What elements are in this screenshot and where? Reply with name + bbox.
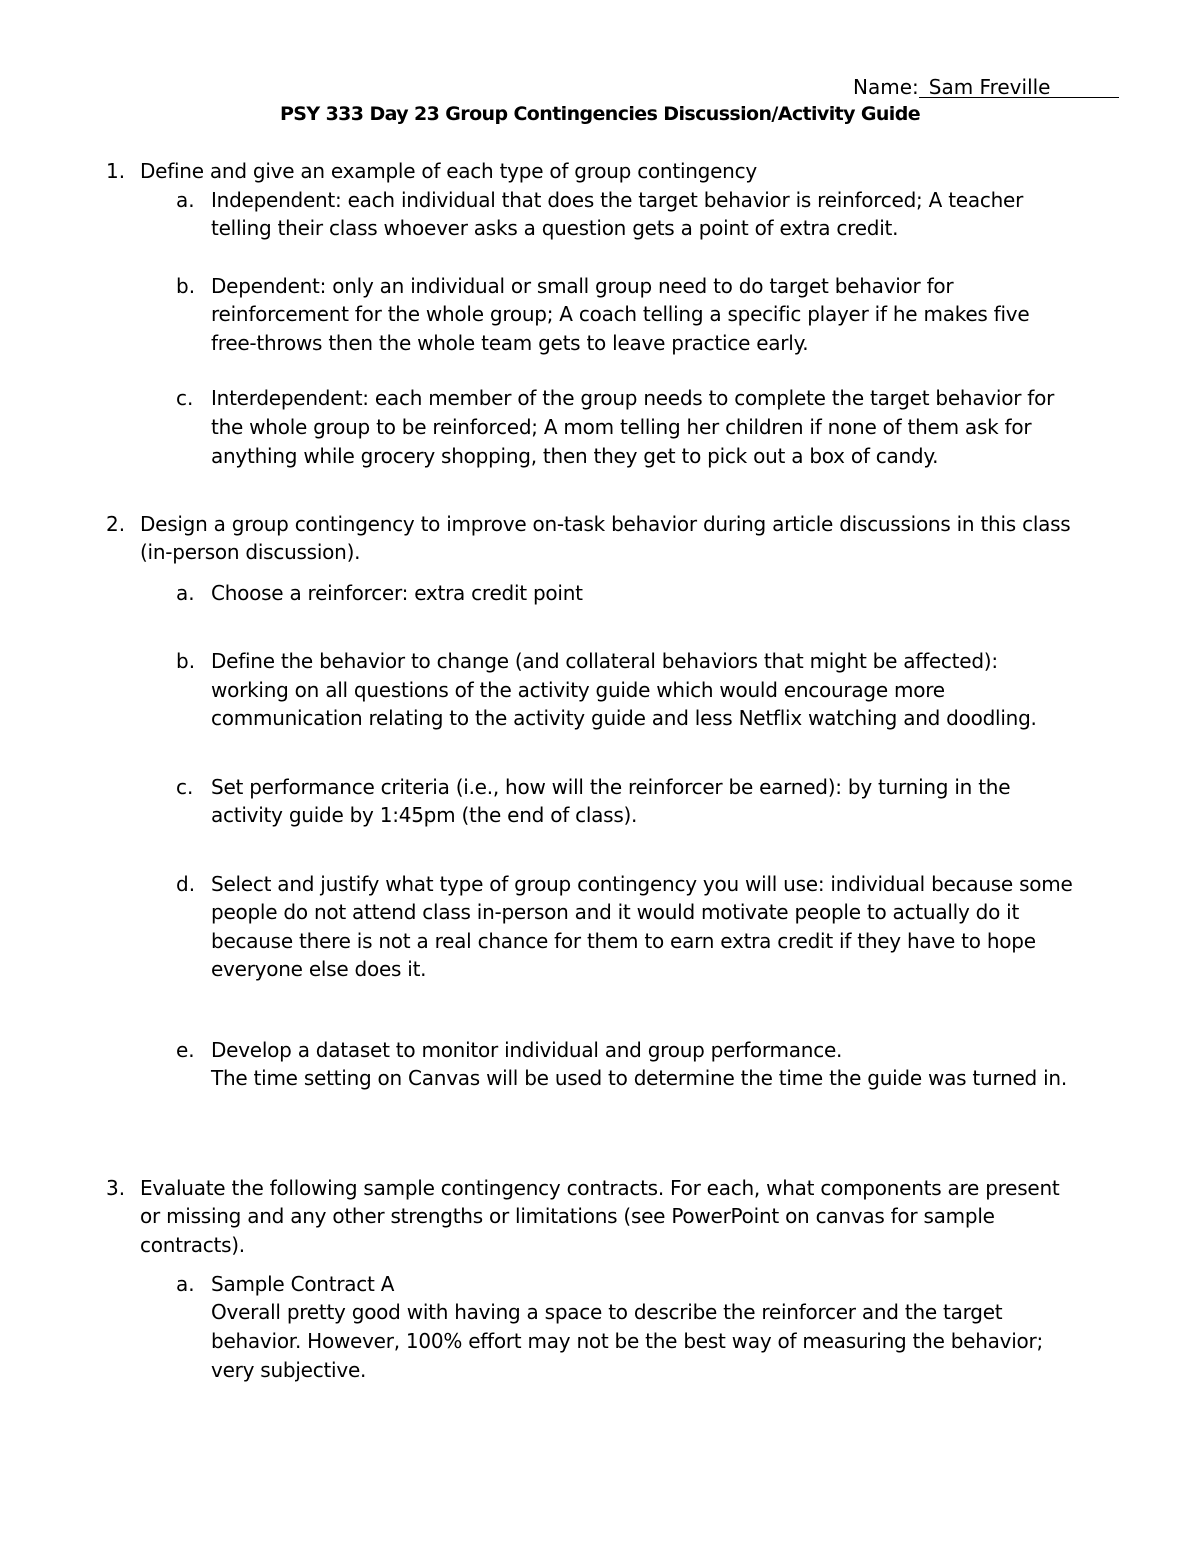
q2-item-a-marker: a. [176, 581, 195, 605]
q2-item-c-line: Set performance criteria (i.e., how will the reinforcer be earned): by turning in the [211, 775, 1011, 799]
name-value: Sam Freville [919, 77, 1119, 98]
q2-item-d-line: everyone else does it. [211, 957, 427, 981]
q2-item-b-marker: b. [176, 649, 196, 673]
q1-item-a-marker: a. [176, 188, 195, 212]
q1-item-b-line: free-throws then the whole team gets to leave practice early. [211, 331, 809, 355]
q1-number: 1. [106, 159, 126, 183]
q1-item-c-line: the whole group to be reinforced; A mom telling her children if none of them ask for [211, 415, 1032, 439]
q2-prompt-line: Design a group contingency to improve on-task behavior during article discussions in this class [140, 512, 1071, 536]
q3-item-a-marker: a. [176, 1272, 195, 1296]
q3-prompt-line: or missing and any other strengths or limitations (see PowerPoint on canvas for sample [140, 1204, 995, 1228]
q2-item-e-marker: e. [176, 1038, 195, 1062]
q2-item-d-line: Select and justify what type of group contingency you will use: individual because some [211, 872, 1073, 896]
q1-item-a-line: Independent: each individual that does the target behavior is reinforced; A teacher [211, 188, 1024, 212]
q2-item-a-line: Choose a reinforcer: extra credit point [211, 581, 583, 605]
q3-item-a-line: Overall pretty good with having a space to describe the reinforcer and the target [211, 1300, 1003, 1324]
q1-item-a-line: telling their class whoever asks a question gets a point of extra credit. [211, 216, 899, 240]
q2-item-b-line: Define the behavior to change (and collateral behaviors that might be affected): [211, 649, 998, 673]
q2-item-c-line: activity guide by 1:45pm (the end of class). [211, 803, 638, 827]
q3-item-a-line: Sample Contract A [211, 1272, 395, 1296]
q3-prompt-line: contracts). [140, 1233, 245, 1257]
q1-item-c-marker: c. [176, 386, 194, 410]
name-row [853, 75, 1119, 99]
q2-item-c-marker: c. [176, 775, 194, 799]
name-label: Name: [853, 75, 919, 99]
page-title: PSY 333 Day 23 Group Contingencies Discussion/Activity Guide [279, 103, 921, 125]
q1-item-c-line: Interdependent: each member of the group needs to complete the target behavior for [211, 386, 1055, 410]
q1-prompt: Define and give an example of each type of group contingency [140, 159, 757, 183]
q2-item-b-line: communication relating to the activity guide and less Netflix watching and doodling. [211, 706, 1037, 730]
q1-item-b-marker: b. [176, 274, 196, 298]
q3-item-a-line: behavior. However, 100% effort may not be the best way of measuring the behavior; [211, 1329, 1043, 1353]
q2-item-e-line: The time setting on Canvas will be used to determine the time the guide was turned in. [211, 1066, 1067, 1090]
q2-item-d-line: because there is not a real chance for them to earn extra credit if they have to hope [211, 929, 1036, 953]
q2-item-e-line: Develop a dataset to monitor individual and group performance. [211, 1038, 843, 1062]
q1-item-b-line: Dependent: only an individual or small group need to do target behavior for [211, 274, 954, 298]
q1-item-b-line: reinforcement for the whole group; A coach telling a specific player if he makes five [211, 302, 1030, 326]
q3-number: 3. [106, 1176, 126, 1200]
q2-item-d-marker: d. [176, 872, 196, 896]
q3-item-a-line: very subjective. [211, 1358, 367, 1382]
q2-item-d-line: people do not attend class in-person and it would motivate people to actually do it [211, 900, 1020, 924]
q3-prompt-line: Evaluate the following sample contingency contracts. For each, what components are present [140, 1176, 1060, 1200]
q2-item-b-line: working on all questions of the activity guide which would encourage more [211, 678, 945, 702]
q2-number: 2. [106, 512, 126, 536]
q2-prompt-line: (in-person discussion). [140, 540, 361, 564]
q1-item-c-line: anything while grocery shopping, then they get to pick out a box of candy. [211, 444, 939, 468]
